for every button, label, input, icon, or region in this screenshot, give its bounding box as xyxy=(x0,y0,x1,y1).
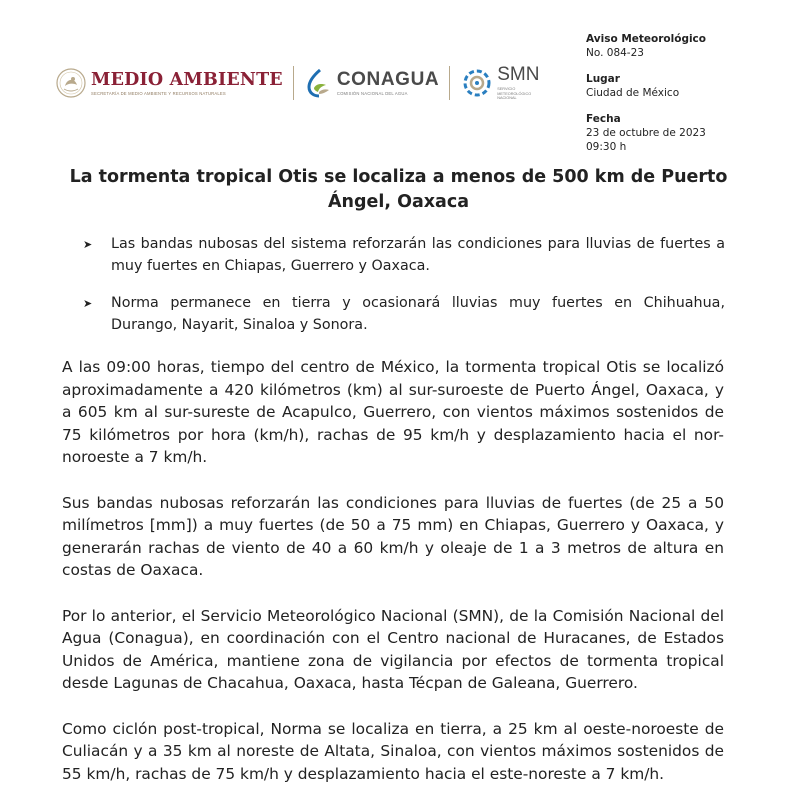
bullet-text: Norma permanece en tierra y ocasionará lluvias muy fuertes en Chihuahua, Durango, Nayarit, Sinaloa y Sonora. xyxy=(111,295,725,333)
conagua-name: CONAGUA xyxy=(336,69,440,90)
lugar-group xyxy=(586,72,706,100)
arrow-bullet-icon: ➤ xyxy=(83,238,93,251)
aviso-label: Aviso Meteorológico xyxy=(586,33,706,45)
smn-subtitle-line: SERVICIO xyxy=(497,87,516,92)
fecha-group xyxy=(586,112,706,154)
mexico-seal-icon xyxy=(56,68,86,98)
smn-subtitle-line: NACIONAL xyxy=(497,96,517,101)
medio-ambiente-logo xyxy=(56,68,283,98)
smn-subtitle-line: METEOROLÓGICO xyxy=(497,91,532,96)
aviso-number: No. 084-23 xyxy=(586,47,644,59)
lugar-label: Lugar xyxy=(586,73,620,85)
smn-logo xyxy=(462,65,539,101)
water-drop-icon xyxy=(306,68,332,98)
header-logos xyxy=(56,62,539,104)
conagua-subtitle: COMISIÓN NACIONAL DEL AGUA xyxy=(336,91,408,96)
medio-ambiente-subtitle: SECRETARÍA DE MEDIO AMBIENTE Y RECURSOS NATURALES xyxy=(91,91,226,96)
smn-subtitle xyxy=(497,87,539,101)
bullet-item xyxy=(83,234,725,277)
paragraph: A las 09:00 horas, tiempo del centro de México, la tormenta tropical Otis se localizó aproximadamente a 420 kilómetros (km) al sur-suroeste de Puerto Ángel, Oaxaca, y a 605 km al sur-sureste de Acapulco, Guerrero, con vientos máximos sostenidos de 75 kilómetros por hora (km/h), rachas de 95 km/h y desplazamiento hacia el nor-noroeste a 7 km/h. xyxy=(62,358,724,466)
bullet-item xyxy=(83,293,725,336)
lugar-value: Ciudad de México xyxy=(586,87,680,99)
bullet-text: Las bandas nubosas del sistema reforzarán las condiciones para lluvias de fuertes a muy fuertes en Chiapas, Guerrero y Oaxaca. xyxy=(111,236,725,274)
logo-divider xyxy=(293,66,294,100)
document-title: La tormenta tropical Otis se localiza a menos de 500 km de Puerto Ángel, Oaxaca xyxy=(69,167,728,212)
fecha-value: 23 de octubre de 2023 xyxy=(586,127,706,139)
logo-divider xyxy=(449,66,450,100)
notice-metadata xyxy=(586,32,706,166)
smn-name: SMN xyxy=(497,64,540,86)
paragraph: Por lo anterior, el Servicio Meteorológico Nacional (SMN), de la Comisión Nacional del Agua (Conagua), en coordinación con el Centro nacional de Huracanes, de Estados Unidos de América, mantiene zona de vigilancia por efectos de tormenta tropical desde Lagunas de Chacahua, Oaxaca, hasta Técpan de Galeana, Guerrero. xyxy=(62,606,724,692)
smn-swirl-icon xyxy=(462,68,492,98)
conagua-logo xyxy=(306,68,439,98)
fecha-label: Fecha xyxy=(586,113,621,125)
paragraph: Como ciclón post-tropical, Norma se localiza en tierra, a 25 km al oeste-noroeste de Culiacán y a 35 km al noreste de Altata, Sinaloa, con vientos máximos sostenidos de 55 km/h, rachas de 75 km/h y desplazamiento hacia el este-noreste a 7 km/h. xyxy=(62,719,724,783)
paragraph: Sus bandas nubosas reforzarán las condiciones para lluvias de fuertes (de 25 a 50 milímetros [mm]) a muy fuertes (de 50 a 75 mm) en Chiapas, Guerrero y Oaxaca, y generarán rachas de viento de 40 a 60 km/h y oleaje de 1 a 3 metros de altura en costas de Oaxaca. xyxy=(62,493,724,579)
medio-ambiente-name: MEDIO AMBIENTE xyxy=(91,70,283,90)
body-text xyxy=(62,356,724,808)
arrow-bullet-icon: ➤ xyxy=(83,297,93,311)
summary-bullets xyxy=(83,234,725,352)
hora-value: 09:30 h xyxy=(586,141,627,153)
aviso-group xyxy=(586,32,706,60)
